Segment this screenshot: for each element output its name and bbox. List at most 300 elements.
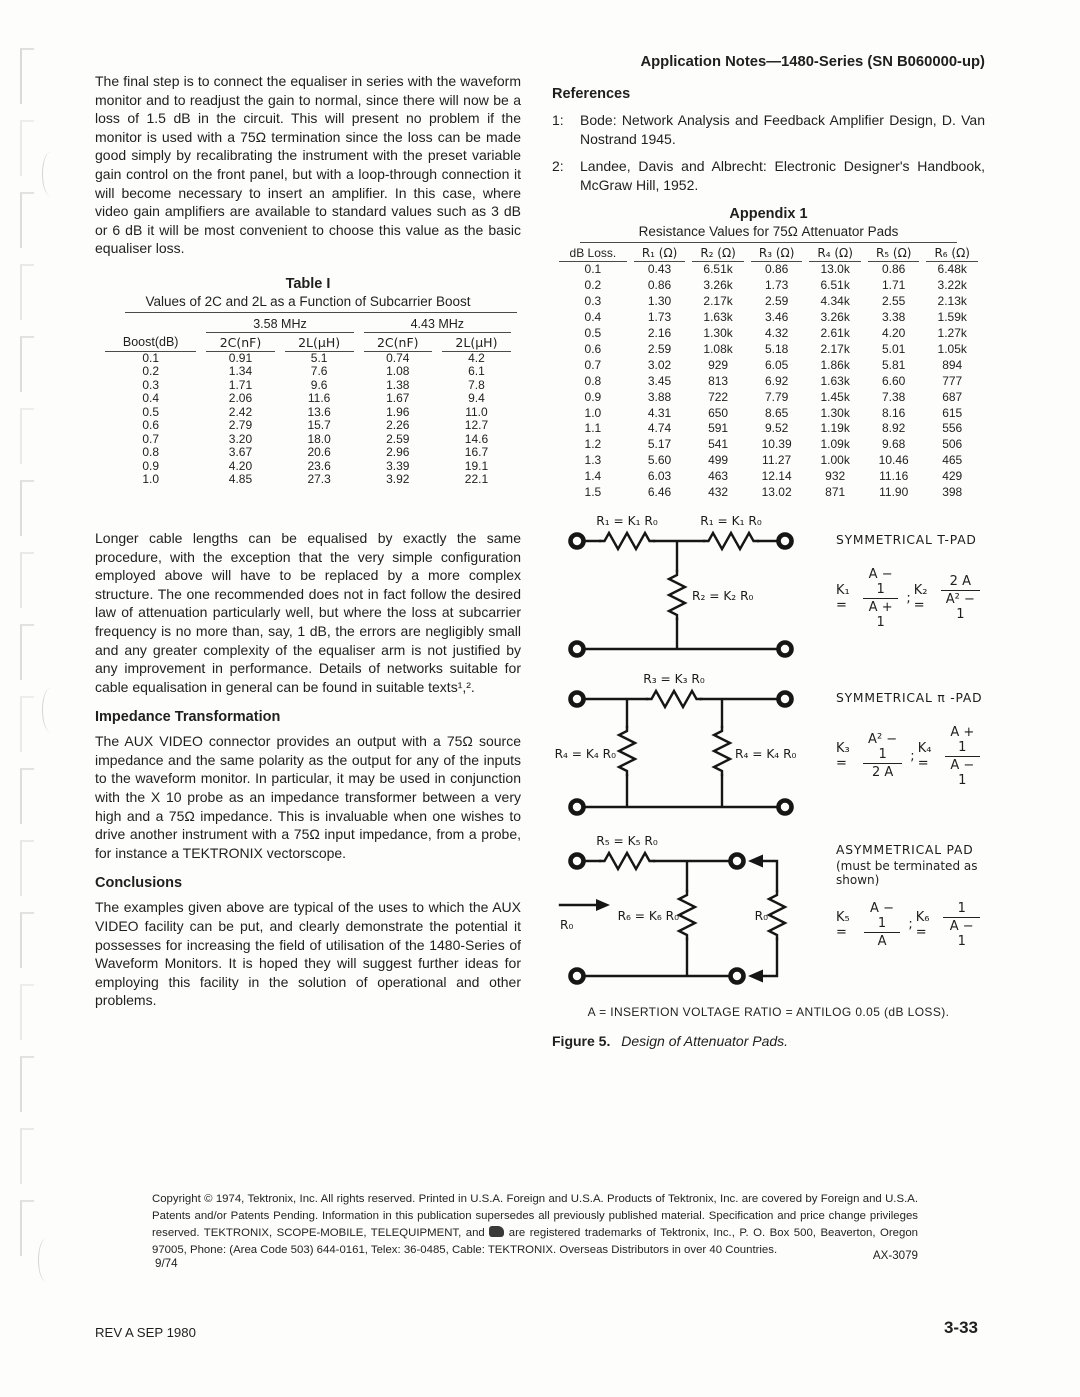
- formula-lhs: K₄ =: [917, 741, 932, 772]
- table-cell: 1.2: [584, 437, 602, 452]
- table-cell: 932: [825, 469, 846, 484]
- table-row: [105, 392, 511, 406]
- table-cell: 5.01: [882, 341, 906, 356]
- table-cell: 1.59k: [937, 310, 967, 325]
- table-cell: 2.59: [386, 431, 410, 446]
- table-cell: 19.1: [464, 458, 489, 473]
- table-cell: 3.46: [764, 310, 789, 325]
- table-cell: 1.08: [386, 364, 410, 379]
- terminal: [571, 969, 584, 982]
- table1-block: [95, 276, 521, 487]
- table-cell: 1.05k: [937, 341, 967, 356]
- col-header: 2L(μH): [442, 333, 511, 352]
- table-cell: 8.16: [882, 405, 906, 420]
- table-cell: 1.0: [142, 472, 160, 487]
- asymmetrical-pad-diagram: [552, 831, 832, 991]
- table-cell: 3.39: [386, 458, 410, 473]
- table-cell: 0.4: [142, 391, 160, 406]
- scan-artifact: [20, 264, 34, 320]
- scan-artifact: [20, 120, 34, 176]
- table-cell: 2.59: [764, 294, 789, 309]
- table-cell: 1.71: [228, 377, 253, 392]
- table-cell: 687: [942, 389, 963, 404]
- scan-artifact: [20, 480, 34, 536]
- table-cell: 7.6: [310, 364, 328, 379]
- table-row: [559, 485, 978, 501]
- table-cell: 5.17: [647, 437, 672, 452]
- resistor-label: R₁ = K₁ R₀: [700, 513, 762, 528]
- scan-artifact: [20, 336, 34, 392]
- table1-header-row: [105, 333, 511, 352]
- tektronix-logo-icon: [489, 1226, 504, 1237]
- table1-subtitle: Values of 2C and 2L as a Function of Subcarrier Boost: [145, 293, 471, 309]
- table-cell: 463: [708, 469, 729, 484]
- asymmetrical-pad-figure: [552, 831, 985, 991]
- table-cell: 398: [942, 485, 963, 500]
- table-cell: 556: [942, 421, 963, 436]
- table-cell: 1.45k: [820, 389, 850, 404]
- pi-pad-formula: K₃ = $\frac{\text{A² − 1}}{2 A}$ ; K₄ = $\frac{A + 1}{A - 1}$: [836, 725, 985, 788]
- table-cell: 0.91: [228, 350, 253, 365]
- table-row: [559, 358, 978, 374]
- table-cell: 0.8: [142, 445, 160, 460]
- table-cell: 4.34k: [820, 294, 850, 309]
- table-cell: 0.86: [647, 278, 672, 293]
- scan-artifact: [20, 840, 34, 896]
- table-row: [559, 294, 978, 310]
- table-cell: 813: [708, 373, 729, 388]
- table-cell: 2.42: [228, 404, 253, 419]
- t-pad-label: SYMMETRICAL T-PAD: [836, 532, 977, 547]
- formula-lhs: K₅ =: [836, 909, 850, 940]
- arrow-left-icon: [748, 854, 763, 867]
- table-cell: 11.27: [762, 453, 792, 468]
- resistor-label: R₀: [560, 917, 574, 932]
- table-cell: 4.85: [228, 472, 253, 487]
- table-cell: 3.20: [228, 431, 253, 446]
- table-cell: 1.34: [228, 364, 253, 379]
- appendix-header-row: [559, 244, 978, 262]
- rule: [580, 242, 957, 243]
- page-title: Application Notes—1480-Series (SN B060000-up): [640, 54, 985, 70]
- table-cell: 10.39: [761, 437, 792, 452]
- table-row: [559, 390, 978, 406]
- t-pad-diagram: [552, 511, 832, 661]
- series-resistor: [704, 533, 758, 549]
- table-cell: 12.7: [464, 418, 489, 433]
- table-cell: 1.19k: [820, 421, 850, 436]
- col-header: R₂ (Ω): [692, 244, 744, 262]
- scan-artifact: [42, 688, 59, 732]
- pi-pad-diagram: [552, 669, 832, 819]
- table-cell: 27.3: [307, 472, 331, 487]
- table-cell: 1.67: [386, 391, 410, 406]
- paragraph-longer-cable: Longer cable lengths can be equalised by exactly the same procedure, with the exception that the very simple configuration employed above will have to be replaced by a more complex structure. The one recommended does not in fact follow the desired law of attenuation particularly well, but where the loss at subcarrier frequency is no more than, say, 1 dB, the errors are negligibly small and any greater complexity of the equaliser arm is not justified by any improvement in performance. Details of networks suitable for cable equalisation in general can be found in suitable texts¹,².: [95, 529, 521, 695]
- table-cell: 4.20: [882, 326, 906, 340]
- appendix-table: [552, 244, 985, 501]
- table-cell: 1.09k: [820, 437, 850, 452]
- table-cell: 4.74: [647, 421, 672, 436]
- table-row: [105, 433, 511, 447]
- table-cell: 499: [708, 453, 729, 468]
- table-row: [105, 460, 511, 474]
- col-header: dB Loss.: [559, 244, 627, 262]
- terminal: [571, 642, 584, 655]
- table1-body: [105, 352, 511, 487]
- scan-artifact: [20, 192, 34, 248]
- scan-artifact: [20, 696, 34, 752]
- terminal: [571, 800, 584, 813]
- left-column: [95, 72, 521, 1010]
- table-row: [559, 437, 978, 453]
- table-cell: 6.60: [882, 373, 906, 388]
- table-cell: 5.60: [647, 453, 672, 468]
- formula-lhs: K₁ =: [836, 583, 850, 614]
- table-cell: 929: [708, 357, 729, 372]
- table-cell: 1.0: [584, 405, 602, 420]
- col-header: R₃ (Ω): [751, 244, 803, 262]
- table-row: [559, 278, 978, 294]
- shunt-resistor: [619, 727, 635, 775]
- table1: [95, 315, 521, 487]
- table-cell: 1.30k: [703, 326, 733, 340]
- terminal: [779, 534, 792, 547]
- table-cell: 1.71: [882, 278, 906, 293]
- resistor-label: R₅ = K₅ R₀: [596, 833, 658, 848]
- figure-caption-text: Design of Attenuator Pads.: [621, 1032, 789, 1049]
- terminal: [571, 854, 584, 867]
- table-cell: 1.38: [386, 377, 410, 392]
- table-cell: 1.27k: [937, 326, 967, 340]
- table-cell: 13.0k: [820, 262, 850, 277]
- table-cell: 11.90: [879, 485, 909, 500]
- table-row: [105, 379, 511, 393]
- asymmetrical-pad-label: ASYMMETRICAL PAD: [836, 842, 974, 857]
- shunt-resistor: [679, 891, 695, 939]
- table-cell: 722: [708, 389, 729, 404]
- table-cell: 6.48k: [937, 262, 967, 277]
- scan-artifact: [20, 912, 34, 968]
- terminal: [779, 642, 792, 655]
- asymmetrical-pad-sublabel: (must be terminated as shown): [836, 858, 978, 887]
- table-cell: 591: [708, 421, 729, 436]
- table-row: [559, 406, 978, 422]
- formula-lhs: K₂ =: [913, 583, 928, 614]
- table-cell: 1.00k: [820, 453, 850, 468]
- table-cell: 4.2: [468, 350, 485, 365]
- reference-number: 2:: [552, 158, 564, 175]
- resistor-label: R₃ = K₃ R₀: [643, 671, 705, 686]
- table-cell: 8.65: [764, 405, 789, 420]
- table-cell: 6.92: [764, 373, 789, 388]
- figure-caption: [552, 1033, 985, 1049]
- table-cell: 15.7: [307, 418, 331, 433]
- table-cell: 465: [942, 453, 963, 468]
- table-cell: 11.6: [307, 391, 331, 406]
- fraction: $\frac{\text{A² − 1}}{2 A}$: [863, 732, 902, 780]
- group-header-443: 4.43 MHz: [364, 315, 511, 333]
- spacer-cell: [105, 315, 196, 333]
- table-row: [105, 419, 511, 433]
- table-cell: 0.8: [584, 373, 602, 388]
- table-cell: 2.13k: [937, 294, 967, 309]
- table-cell: 6.51k: [820, 278, 850, 293]
- table-cell: 1.30k: [820, 405, 850, 420]
- table-cell: 2.59: [647, 341, 672, 356]
- table-row: [559, 262, 978, 278]
- col-header: 2C(nF): [206, 333, 274, 352]
- scan-artifact: [20, 552, 34, 608]
- table-cell: 3.22k: [937, 278, 967, 293]
- table-cell: 2.79: [228, 418, 253, 433]
- rule: [125, 312, 517, 313]
- table-cell: 0.7: [584, 357, 602, 372]
- col-header: R₁ (Ω): [634, 244, 686, 262]
- table-cell: 9.6: [310, 377, 328, 392]
- fraction: $\frac{1}{A - 1}$: [943, 901, 980, 949]
- table-cell: 13.6: [307, 404, 331, 419]
- table-cell: 2.17k: [703, 294, 733, 309]
- table-cell: 13.02: [761, 485, 792, 500]
- table-cell: 0.5: [584, 326, 602, 340]
- asymmetrical-pad-formula: K₅ = $\frac{A - 1}{A}$ ; K₆ = $\frac{1}{A - 1}$: [836, 901, 985, 949]
- shunt-resistor: [714, 727, 730, 775]
- terminal: [779, 800, 792, 813]
- fraction: $\frac{A - 1}{A}$: [864, 901, 901, 949]
- table-cell: 20.6: [307, 445, 331, 460]
- col-header: 2C(nF): [364, 333, 432, 352]
- revision-note: REV A SEP 1980: [95, 1325, 196, 1340]
- heading-conclusions: Conclusions: [95, 875, 183, 892]
- table-cell: 0.9: [584, 389, 602, 404]
- appendix-title: Appendix 1: [729, 206, 808, 223]
- fraction: $\frac{A + 1}{A - 1}$: [945, 725, 980, 788]
- asymmetrical-pad-info: [836, 831, 985, 949]
- table-cell: 11.0: [465, 404, 488, 419]
- formula-lhs: K₃ =: [836, 741, 850, 772]
- terminal: [571, 534, 584, 547]
- scan-artifact: [20, 1128, 34, 1184]
- table-row: [559, 374, 978, 390]
- series-resistor: [600, 533, 654, 549]
- copyright-text: Copyright © 1974, Tektronix, Inc. All rights reserved. Printed in U.S.A. Foreign and U.S.A. Products of Tektronix, Inc. are covered by Foreign and U.S.A. Patents and/or Patents Pending. Information in this publication supersedes all previously published material. Specification and price change privileges reserved. TEKTRONIX, SCOPE-MOBILE, TELEQUIPMENT, and: [152, 1193, 918, 1240]
- table-cell: 0.1: [142, 350, 160, 365]
- table-cell: 5.81: [882, 357, 906, 372]
- fraction: $\frac{A - 1}{A + 1}$: [863, 567, 898, 630]
- table-cell: 1.96: [386, 404, 410, 419]
- right-column: [552, 54, 985, 1049]
- heading-impedance-transformation: Impedance Transformation: [95, 709, 281, 726]
- table-cell: 9.68: [882, 437, 906, 452]
- resistor-label: R₂ = K₂ R₀: [692, 588, 754, 603]
- table-cell: 2.17k: [820, 341, 850, 356]
- table-cell: 3.92: [386, 472, 410, 487]
- resistor-label: R₄ = K₄ R₀: [554, 746, 616, 761]
- table-cell: 9.52: [764, 421, 789, 436]
- table-cell: 1.08k: [703, 341, 733, 356]
- table-cell: 3.38: [882, 310, 906, 325]
- table-cell: 5.18: [764, 341, 789, 356]
- appendix-subtitle: Resistance Values for 75Ω Attenuator Pads: [638, 224, 899, 240]
- table-cell: 4.20: [228, 458, 253, 473]
- table-cell: 0.74: [386, 350, 410, 365]
- table-cell: 11.16: [879, 469, 909, 484]
- appendix-table-body: [559, 262, 978, 501]
- t-pad-formula: K₁ = $\frac{A - 1}{A + 1}$ ; K₂ = $\frac{2 A}{\text{A² − 1}}$: [836, 567, 985, 630]
- table-cell: 1.5: [584, 485, 602, 500]
- scan-artifact: [20, 984, 34, 1040]
- table1-title: Table I: [285, 275, 331, 292]
- table-cell: 3.26k: [820, 310, 850, 325]
- table-cell: 0.5: [142, 404, 160, 419]
- table-cell: 1.73: [764, 278, 789, 293]
- table-cell: 7.8: [468, 377, 485, 392]
- series-resistor: [600, 853, 654, 869]
- paragraph-final-step: The final step is to connect the equaliser in series with the waveform monitor and to readjust the gain to normal, since there will now be a loss of 1.5 dB in the circuit. This will present no problem if the monitor is used with a 75Ω termination since the loss can be made good simply by recalibrating the instrument with the preset variable gain control on the front panel, but with a loop-through connection it will become necessary to insert an amplifier. In this case, where video gain amplifiers are available to standard values such as 3 dB or 6 dB it will be most convenient to choose this value as the basic equaliser loss.: [95, 73, 521, 257]
- table-cell: 3.88: [647, 389, 672, 404]
- col-header: R₅ (Ω): [868, 244, 920, 262]
- table-row: [105, 446, 511, 460]
- table-cell: 0.4: [584, 310, 602, 325]
- pi-pad-info: [836, 669, 985, 788]
- table-cell: 6.1: [468, 364, 485, 379]
- table-cell: 615: [942, 405, 963, 420]
- table-cell: 506: [942, 437, 963, 452]
- table-cell: 4.31: [647, 405, 672, 420]
- terminal: [571, 692, 584, 705]
- scan-artifact: [20, 48, 34, 104]
- col-header: R₆ (Ω): [926, 244, 978, 262]
- table-cell: 1.3: [584, 453, 602, 468]
- fraction: $\frac{2 A}{\text{A² − 1}}$: [941, 574, 980, 622]
- figure-caption-label: Figure 5.: [552, 1032, 611, 1049]
- table-cell: 871: [825, 485, 846, 500]
- scan-artifact: [38, 1238, 55, 1282]
- table-cell: 0.2: [142, 364, 160, 379]
- table-cell: 3.02: [647, 357, 672, 372]
- table-row: [105, 352, 511, 366]
- table-cell: 650: [708, 405, 729, 420]
- col-header: R₄ (Ω): [809, 244, 861, 262]
- table-row: [559, 421, 978, 437]
- table-cell: 0.3: [584, 294, 602, 309]
- reference-text: Landee, Davis and Albrecht: Electronic Designer's Handbook, McGraw Hill, 1952.: [580, 158, 985, 193]
- t-pad-figure: [552, 511, 985, 661]
- formula-lhs: K₆ =: [915, 909, 930, 940]
- copyright-text: are registered trademarks of Tektronix, Inc., P. O. Box 500, Beaverton, Oregon 97005, Phone: (Area Code 503) 644-0161, Telex: 36-0485, Cable: TEKTRONIX. Overseas Distributors in over 40 Countries.: [152, 1227, 919, 1257]
- resistor-label: R₄ = K₄ R₀: [735, 746, 797, 761]
- table-cell: 0.3: [142, 377, 160, 392]
- table-cell: 18.0: [307, 431, 331, 446]
- scan-artifact: [20, 624, 34, 680]
- shunt-resistor: [669, 571, 685, 619]
- table-cell: 1.30: [647, 294, 672, 309]
- table-cell: 0.43: [647, 262, 672, 277]
- table-cell: 0.9: [142, 458, 160, 473]
- table-cell: 777: [942, 373, 963, 388]
- paragraph-conclusions: The examples given above are typical of the uses to which the AUX VIDEO facility can be put, and clearly demonstrate the potential it possesses for increasing the field of utilisation of the 1480-Series of Waveform Monitors. It is hoped they will suggest further ideas for employing this facility in the solution of operational and other problems.: [95, 899, 521, 1009]
- table-cell: 541: [708, 437, 729, 452]
- table-cell: 7.38: [882, 389, 906, 404]
- figure-note: A = INSERTION VOLTAGE RATIO = ANTILOG 0.05 (dB LOSS).: [587, 1004, 950, 1019]
- reference-item: [552, 157, 985, 194]
- table-row: [105, 473, 511, 487]
- scan-artifact: [20, 1200, 34, 1256]
- table-cell: 2.55: [882, 294, 906, 309]
- scan-artifact: [42, 152, 59, 196]
- table-cell: 23.6: [307, 458, 331, 473]
- table-row: [105, 365, 511, 379]
- table-cell: 16.7: [464, 445, 489, 460]
- table-cell: 7.79: [764, 389, 789, 404]
- pi-pad-label: SYMMETRICAL π -PAD: [836, 690, 983, 705]
- table-cell: 429: [942, 469, 963, 484]
- table-cell: 22.1: [464, 472, 489, 487]
- page-number: 3-33: [943, 1318, 978, 1337]
- table-row: [559, 310, 978, 326]
- resistor-label: R₀: [754, 908, 768, 923]
- table-cell: 1.1: [584, 421, 602, 436]
- table-row: [559, 342, 978, 358]
- table-cell: 2.61k: [820, 326, 850, 340]
- table-cell: 12.14: [761, 469, 792, 484]
- date-code: 9/74: [155, 1257, 178, 1270]
- reference-item: [552, 111, 985, 148]
- table-cell: 6.51k: [703, 262, 733, 277]
- series-resistor: [647, 691, 701, 707]
- table-cell: 1.4: [584, 469, 602, 484]
- group-header-358: 3.58 MHz: [206, 315, 353, 333]
- table-cell: 3.26k: [703, 278, 733, 293]
- table-cell: 5.1: [310, 350, 328, 365]
- table-cell: 1.73: [647, 310, 672, 325]
- table-cell: 1.63k: [820, 373, 850, 388]
- form-code: AX-3079: [872, 1249, 918, 1262]
- table-cell: 2.26: [386, 418, 410, 433]
- col-header: Boost(dB): [105, 333, 196, 352]
- table-row: [559, 326, 978, 342]
- table-cell: 0.86: [764, 262, 789, 277]
- table-row: [559, 453, 978, 469]
- arrow-right-icon: [596, 899, 610, 911]
- table-cell: 4.32: [764, 326, 789, 340]
- resistor-label: R₁ = K₁ R₀: [596, 513, 658, 528]
- terminal: [731, 854, 744, 867]
- table-cell: 894: [942, 357, 963, 372]
- table-cell: 0.7: [142, 431, 160, 446]
- scan-artifact: [20, 1056, 34, 1112]
- table-cell: 432: [708, 485, 729, 500]
- table-cell: 8.92: [882, 421, 906, 436]
- table-cell: 0.2: [584, 278, 602, 293]
- reference-text: Bode: Network Analysis and Feedback Amplifier Design, D. Van Nostrand 1945.: [580, 112, 985, 147]
- paragraph-impedance: The AUX VIDEO connector provides an output with a 75Ω source impedance and the same polarity as the output for any of the inputs to the waveform monitor. In particular, it may be used in conjunction with the X 10 probe as an impedance transformer between a very high and a 75Ω impedance. This is invaluable when one wishes to drive another instrument with a 75Ω input impedance, from a probe, for instance a TEKTRONIX vectorscope.: [95, 733, 521, 861]
- table-cell: 2.96: [386, 445, 410, 460]
- table-cell: 2.16: [647, 326, 672, 340]
- table-cell: 14.6: [464, 431, 489, 446]
- t-pad-info: [836, 511, 985, 630]
- table-cell: 9.4: [468, 391, 485, 406]
- arrow-left-icon: [748, 969, 763, 982]
- col-header: 2L(μH): [285, 333, 354, 352]
- table-row: [559, 469, 978, 485]
- table-cell: 0.86: [882, 262, 906, 277]
- table1-group-header-row: [105, 315, 511, 333]
- table-row: [105, 406, 511, 420]
- references-heading: References: [552, 86, 631, 102]
- table-cell: 0.1: [584, 262, 602, 277]
- table-cell: 10.46: [878, 453, 909, 468]
